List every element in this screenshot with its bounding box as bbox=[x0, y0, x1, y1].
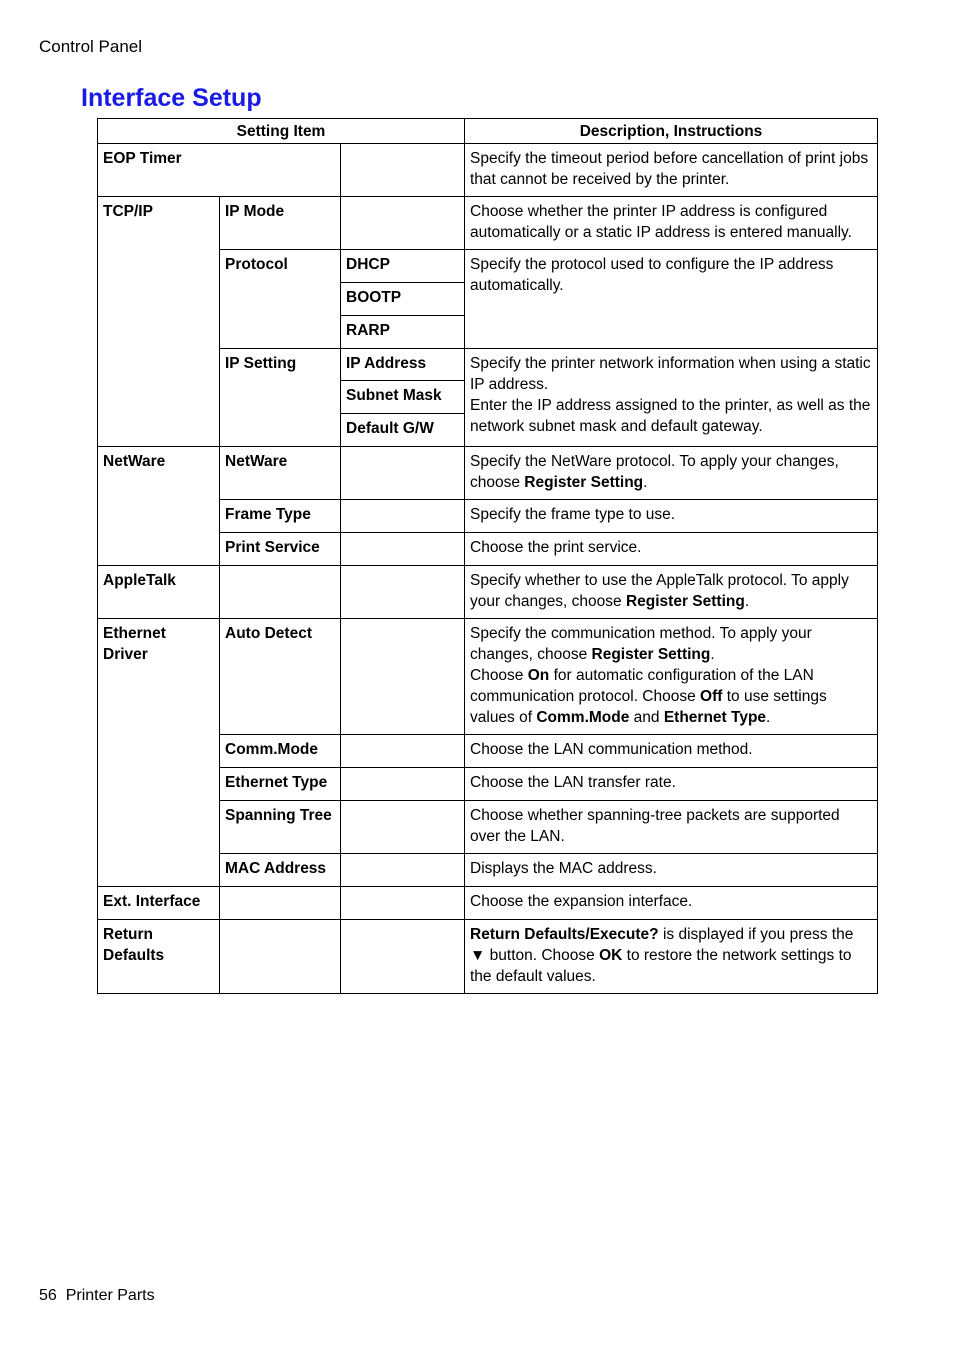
empty-cell bbox=[341, 801, 465, 854]
ethernet-type-desc: Choose the LAN transfer rate. bbox=[465, 768, 878, 801]
auto-detect-label: Auto Detect bbox=[220, 619, 341, 735]
ip-address-label: IP Address bbox=[341, 349, 465, 381]
frame-type-label: Frame Type bbox=[220, 500, 341, 533]
netware-label: NetWare bbox=[220, 447, 341, 500]
ip-setting-label: IP Setting bbox=[220, 349, 341, 447]
table-row bbox=[98, 197, 878, 250]
appletalk-label: AppleTalk bbox=[98, 566, 220, 619]
setting-item-header: Setting Item bbox=[98, 119, 465, 144]
empty-cell bbox=[341, 566, 465, 619]
table-row bbox=[98, 920, 878, 994]
desc-text: . bbox=[643, 474, 648, 491]
empty-cell bbox=[341, 447, 465, 500]
desc-bold: Comm.Mode bbox=[536, 709, 630, 726]
desc-text: to use settings values of bbox=[470, 688, 827, 726]
empty-cell bbox=[341, 735, 465, 768]
mac-address-desc: Displays the MAC address. bbox=[465, 854, 878, 887]
desc-text: Specify the communication method. To apply your changes, choose bbox=[470, 625, 812, 663]
desc-bold: Register Setting bbox=[524, 474, 644, 491]
table-row bbox=[98, 447, 878, 500]
ip-mode-desc: Choose whether the printer IP address is configured automatically or a static IP address is entered manually. bbox=[465, 197, 878, 250]
page-footer bbox=[39, 1287, 155, 1305]
frame-type-desc: Specify the frame type to use. bbox=[465, 500, 878, 533]
desc-text: Specify whether to use the AppleTalk protocol. To apply your changes, choose bbox=[470, 572, 849, 610]
description-header: Description, Instructions bbox=[465, 119, 878, 144]
default-gw-label: Default G/W bbox=[341, 414, 465, 447]
comm-mode-label: Comm.Mode bbox=[220, 735, 341, 768]
empty-cell bbox=[341, 619, 465, 735]
footer-section: Printer Parts bbox=[65, 1287, 155, 1304]
ethernet-type-label: Ethernet Type bbox=[220, 768, 341, 801]
empty-cell bbox=[341, 144, 465, 197]
desc-text: Choose bbox=[470, 667, 528, 684]
spanning-tree-label: Spanning Tree bbox=[220, 801, 341, 854]
running-header: Control Panel bbox=[39, 37, 143, 56]
subnet-mask-label: Subnet Mask bbox=[341, 381, 465, 414]
empty-cell bbox=[341, 854, 465, 887]
ip-setting-desc-line1: Specify the printer network information when using a static IP address. bbox=[470, 355, 871, 393]
desc-bold: Register Setting bbox=[591, 646, 711, 663]
appletalk-desc bbox=[465, 566, 878, 619]
table-row bbox=[98, 566, 878, 619]
desc-bold: Register Setting bbox=[625, 593, 745, 610]
desc-bold: Return Defaults/Execute? bbox=[470, 926, 659, 943]
desc-bold: On bbox=[527, 667, 550, 684]
eop-timer-label: EOP Timer bbox=[98, 144, 341, 197]
table-header-row bbox=[98, 119, 878, 144]
empty-cell bbox=[220, 566, 341, 619]
return-defaults-label: Return Defaults bbox=[98, 920, 220, 994]
ip-mode-label: IP Mode bbox=[220, 197, 341, 250]
page-title: Interface Setup bbox=[81, 84, 262, 112]
empty-cell bbox=[341, 887, 465, 920]
desc-text: is displayed if you press the ▼ button. Choose bbox=[470, 926, 854, 964]
desc-text: to restore the network settings to the default values. bbox=[470, 947, 852, 985]
empty-cell bbox=[341, 768, 465, 801]
print-service-desc: Choose the print service. bbox=[465, 533, 878, 566]
page-number: 56 bbox=[39, 1287, 57, 1304]
dhcp-label: DHCP bbox=[341, 250, 465, 283]
eop-timer-desc: Specify the timeout period before cancellation of print jobs that cannot be received by the printer. bbox=[465, 144, 878, 197]
ip-setting-desc bbox=[465, 349, 878, 447]
print-service-label: Print Service bbox=[220, 533, 341, 566]
interface-setup-table bbox=[97, 118, 878, 994]
ext-interface-desc: Choose the expansion interface. bbox=[465, 887, 878, 920]
empty-cell bbox=[220, 887, 341, 920]
spanning-tree-desc: Choose whether spanning-tree packets are supported over the LAN. bbox=[465, 801, 878, 854]
mac-address-label: MAC Address bbox=[220, 854, 341, 887]
table-row bbox=[98, 144, 878, 197]
empty-cell bbox=[341, 500, 465, 533]
bootp-label: BOOTP bbox=[341, 283, 465, 316]
protocol-label: Protocol bbox=[220, 250, 341, 349]
empty-cell bbox=[341, 533, 465, 566]
empty-cell bbox=[220, 920, 341, 994]
netware-desc bbox=[465, 447, 878, 500]
auto-detect-desc bbox=[465, 619, 878, 735]
desc-bold: Off bbox=[700, 688, 723, 705]
desc-text: . bbox=[744, 593, 750, 610]
desc-bold: OK bbox=[599, 947, 623, 964]
protocol-desc: Specify the protocol used to configure the IP address automatically. bbox=[465, 250, 878, 349]
ethernet-driver-label: Ethernet Driver bbox=[98, 619, 220, 887]
netware-group-label: NetWare bbox=[98, 447, 220, 566]
tcpip-label: TCP/IP bbox=[98, 197, 220, 447]
table-row bbox=[98, 619, 878, 735]
table-row bbox=[98, 887, 878, 920]
desc-text: Specify the NetWare protocol. To apply your changes, choose bbox=[470, 453, 839, 491]
ext-interface-label: Ext. Interface bbox=[98, 887, 220, 920]
empty-cell bbox=[341, 920, 465, 994]
desc-text: . bbox=[766, 709, 771, 726]
comm-mode-desc: Choose the LAN communication method. bbox=[465, 735, 878, 768]
ip-setting-desc-line2: Enter the IP address assigned to the printer, as well as the network subnet mask and default gateway. bbox=[470, 397, 871, 435]
desc-text: . bbox=[710, 646, 715, 663]
desc-text: for automatic configuration of the LAN communication protocol. Choose bbox=[470, 667, 814, 705]
rarp-label: RARP bbox=[341, 316, 465, 349]
desc-bold: Ethernet Type bbox=[663, 709, 767, 726]
empty-cell bbox=[341, 197, 465, 250]
return-defaults-desc bbox=[465, 920, 878, 994]
desc-text: and bbox=[629, 709, 664, 726]
